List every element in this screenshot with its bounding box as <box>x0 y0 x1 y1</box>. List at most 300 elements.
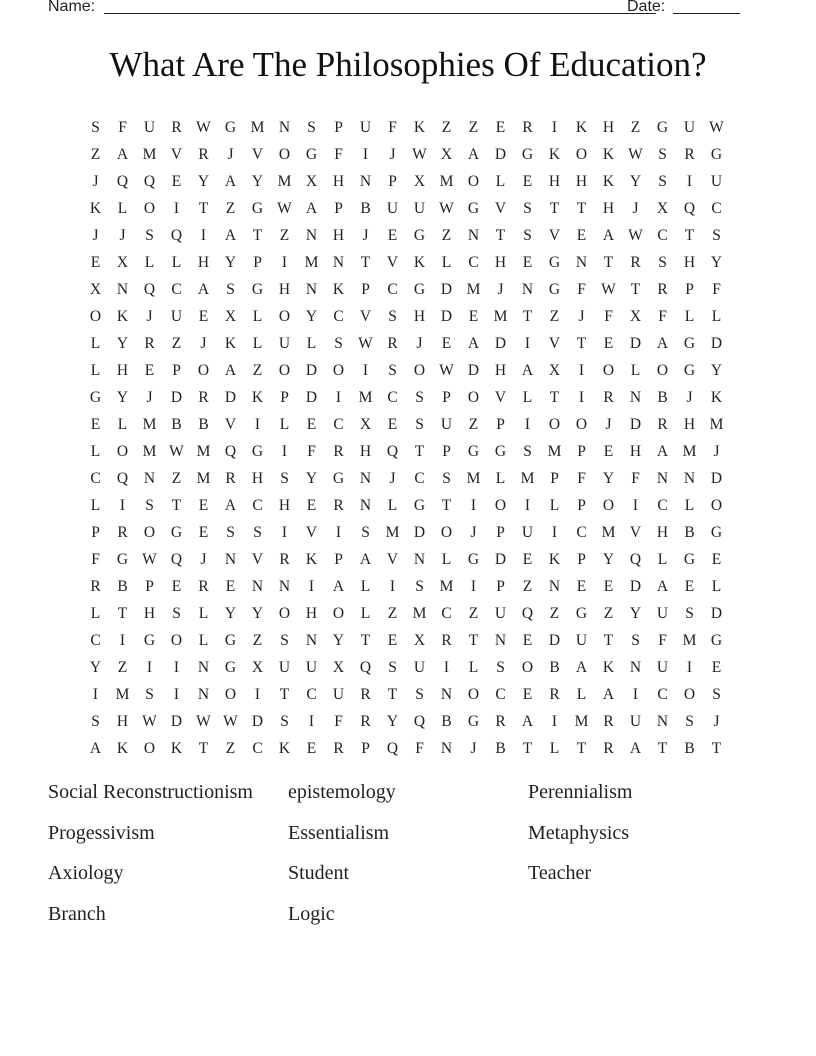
grid-letter: V <box>494 388 507 406</box>
grid-letter: H <box>629 442 642 460</box>
grid-letter: V <box>251 145 264 163</box>
grid-letter: P <box>334 118 343 136</box>
grid-letter: D <box>710 334 723 352</box>
grid-letter: Y <box>251 604 264 622</box>
grid-letter: G <box>467 712 480 730</box>
grid-letter: A <box>224 226 237 244</box>
grid-letter: Z <box>252 631 263 649</box>
grid-letter: G <box>251 442 264 460</box>
grid-letter: I <box>362 145 369 163</box>
grid-letter: D <box>494 550 507 568</box>
grid-letter: P <box>280 388 289 406</box>
grid-letter: L <box>495 469 506 487</box>
grid-letter: H <box>305 604 318 622</box>
grid-letter: A <box>467 145 480 163</box>
grid-letter: I <box>578 388 585 406</box>
grid-letter: N <box>305 280 318 298</box>
grid-letter: T <box>387 685 398 703</box>
page-title: What Are The Philosophies Of Education? <box>109 45 707 84</box>
grid-letter: T <box>198 199 209 217</box>
grid-letter: I <box>551 523 558 541</box>
grid-letter: T <box>576 739 587 757</box>
grid-letter: L <box>252 307 263 325</box>
grid-letter: H <box>575 172 588 190</box>
grid-letter: P <box>91 523 100 541</box>
grid-letter: S <box>388 307 397 325</box>
grid-letter: S <box>631 631 640 649</box>
grid-letter: K <box>575 118 588 136</box>
grid-letter: D <box>170 388 183 406</box>
grid-letter: L <box>90 442 101 460</box>
grid-letter: S <box>388 361 397 379</box>
grid-letter: L <box>90 604 101 622</box>
grid-letter: E <box>171 172 182 190</box>
grid-letter: U <box>521 523 534 541</box>
grid-letter: J <box>497 280 504 298</box>
grid-letter: I <box>551 118 558 136</box>
grid-letter: S <box>523 199 532 217</box>
grid-letter: H <box>143 604 156 622</box>
grid-letter: M <box>709 415 724 433</box>
grid-letter: N <box>683 469 696 487</box>
grid-letter: D <box>413 523 426 541</box>
grid-letter: K <box>548 145 561 163</box>
grid-letter: I <box>578 361 585 379</box>
grid-letter: J <box>200 334 207 352</box>
grid-letter: B <box>198 415 209 433</box>
grid-letter: T <box>522 307 533 325</box>
grid-letter: E <box>90 415 101 433</box>
word-list-item: Teacher <box>528 862 591 885</box>
grid-letter: Z <box>549 307 560 325</box>
grid-letter: S <box>658 145 667 163</box>
grid-letter: Q <box>413 712 426 730</box>
grid-letter: Z <box>252 361 263 379</box>
grid-letter: Z <box>387 604 398 622</box>
grid-letter: R <box>360 685 371 703</box>
grid-letter: I <box>362 361 369 379</box>
grid-letter: K <box>89 199 102 217</box>
grid-letter: R <box>603 739 614 757</box>
grid-letter: P <box>685 280 694 298</box>
grid-letter: M <box>277 172 292 190</box>
grid-letter: L <box>90 361 101 379</box>
grid-letter: U <box>656 604 669 622</box>
grid-letter: A <box>575 658 588 676</box>
grid-letter: T <box>279 685 290 703</box>
grid-letter: P <box>496 577 505 595</box>
grid-letter: N <box>494 631 507 649</box>
grid-letter: G <box>467 442 480 460</box>
word-list <box>48 777 768 940</box>
grid-letter: T <box>684 226 695 244</box>
grid-letter: T <box>657 739 668 757</box>
grid-letter: X <box>89 280 102 298</box>
grid-letter: Y <box>305 307 318 325</box>
grid-letter: O <box>197 361 210 379</box>
grid-letter: L <box>657 550 668 568</box>
grid-letter: E <box>198 496 209 514</box>
grid-letter: H <box>116 712 129 730</box>
grid-letter: K <box>116 307 129 325</box>
grid-letter: S <box>145 226 154 244</box>
grid-letter: I <box>281 442 288 460</box>
grid-letter: E <box>441 334 452 352</box>
grid-letter: S <box>172 604 181 622</box>
grid-letter: P <box>253 253 262 271</box>
grid-letter: R <box>522 118 533 136</box>
grid-letter: G <box>548 253 561 271</box>
grid-letter: E <box>522 685 533 703</box>
grid-letter: U <box>143 118 156 136</box>
grid-letter: R <box>117 523 128 541</box>
grid-letter: V <box>251 550 264 568</box>
grid-letter: E <box>225 577 236 595</box>
grid-letter: A <box>224 172 237 190</box>
grid-letter: I <box>470 577 477 595</box>
grid-letter: Q <box>386 442 399 460</box>
grid-letter: J <box>92 226 99 244</box>
grid-letter: C <box>414 469 425 487</box>
grid-letter: B <box>684 523 695 541</box>
grid-letter: S <box>415 577 424 595</box>
grid-letter: A <box>116 145 129 163</box>
grid-letter: J <box>200 550 207 568</box>
grid-letter: S <box>496 658 505 676</box>
letter-grid <box>82 114 730 762</box>
grid-letter: M <box>439 172 454 190</box>
grid-letter: R <box>441 631 452 649</box>
grid-letter: K <box>332 280 345 298</box>
grid-letter: J <box>146 307 153 325</box>
grid-letter: K <box>278 739 291 757</box>
grid-letter: W <box>142 712 157 730</box>
grid-letter: B <box>441 712 452 730</box>
grid-letter: W <box>142 550 157 568</box>
grid-letter: Q <box>143 280 156 298</box>
grid-letter: W <box>196 118 211 136</box>
grid-letter: Y <box>224 604 237 622</box>
grid-letter: W <box>412 145 427 163</box>
grid-letter: Q <box>521 604 534 622</box>
grid-letter: S <box>334 334 343 352</box>
grid-letter: O <box>143 739 156 757</box>
grid-letter: F <box>334 145 343 163</box>
grid-letter: N <box>332 253 345 271</box>
grid-letter: T <box>441 496 452 514</box>
grid-letter: H <box>683 253 696 271</box>
grid-letter: O <box>278 604 291 622</box>
grid-letter: F <box>631 469 640 487</box>
grid-letter: D <box>548 631 561 649</box>
grid-letter: G <box>89 388 102 406</box>
grid-letter: Y <box>332 631 345 649</box>
grid-letter: G <box>710 631 723 649</box>
grid-letter: C <box>711 199 722 217</box>
grid-letter: U <box>440 415 453 433</box>
grid-letter: M <box>304 253 319 271</box>
grid-letter: A <box>224 361 237 379</box>
grid-letter: O <box>494 496 507 514</box>
grid-letter: F <box>577 469 586 487</box>
grid-letter: M <box>601 523 616 541</box>
grid-letter: N <box>656 469 669 487</box>
grid-letter: N <box>656 712 669 730</box>
grid-letter: O <box>224 685 237 703</box>
grid-letter: G <box>710 523 723 541</box>
grid-letter: M <box>115 685 130 703</box>
grid-letter: B <box>117 577 128 595</box>
grid-letter: G <box>575 604 588 622</box>
grid-letter: V <box>224 415 237 433</box>
grid-letter: C <box>576 523 587 541</box>
grid-letter: C <box>306 685 317 703</box>
grid-letter: M <box>250 118 265 136</box>
grid-letter: I <box>281 523 288 541</box>
grid-letter: V <box>305 523 318 541</box>
grid-letter: O <box>440 523 453 541</box>
grid-letter: U <box>386 199 399 217</box>
grid-letter: C <box>333 415 344 433</box>
grid-letter: N <box>197 685 210 703</box>
grid-letter: G <box>710 145 723 163</box>
word-list-item: Branch <box>48 903 106 926</box>
grid-letter: P <box>442 388 451 406</box>
grid-letter: E <box>198 307 209 325</box>
grid-letter: M <box>142 145 157 163</box>
grid-letter: E <box>306 415 317 433</box>
grid-letter: L <box>90 496 101 514</box>
grid-letter: A <box>332 577 345 595</box>
grid-letter: M <box>493 307 508 325</box>
grid-letter: R <box>171 118 182 136</box>
grid-letter: O <box>467 172 480 190</box>
grid-letter: S <box>145 496 154 514</box>
grid-letter: I <box>308 712 315 730</box>
grid-letter: N <box>116 280 129 298</box>
grid-letter: T <box>252 226 263 244</box>
grid-letter: D <box>305 388 318 406</box>
grid-letter: I <box>335 388 342 406</box>
grid-letter: S <box>145 685 154 703</box>
grid-letter: X <box>332 658 345 676</box>
grid-letter: G <box>413 226 426 244</box>
grid-letter: O <box>413 361 426 379</box>
grid-letter: D <box>440 280 453 298</box>
header-row <box>48 0 740 20</box>
grid-letter: G <box>683 334 696 352</box>
grid-letter: J <box>713 442 720 460</box>
grid-letter: Y <box>629 604 642 622</box>
grid-letter: S <box>415 388 424 406</box>
grid-letter: M <box>142 442 157 460</box>
grid-letter: O <box>278 361 291 379</box>
grid-letter: P <box>577 550 586 568</box>
grid-letter: H <box>494 253 507 271</box>
grid-letter: Z <box>468 118 479 136</box>
grid-letter: S <box>523 442 532 460</box>
grid-letter: H <box>683 415 696 433</box>
grid-letter: C <box>90 631 101 649</box>
grid-letter: S <box>523 226 532 244</box>
grid-letter: I <box>173 199 180 217</box>
grid-letter: J <box>578 307 585 325</box>
grid-letter: F <box>658 307 667 325</box>
grid-letter: Z <box>90 145 101 163</box>
grid-letter: D <box>440 307 453 325</box>
grid-letter: I <box>254 415 261 433</box>
grid-letter: O <box>143 199 156 217</box>
grid-letter: H <box>332 172 345 190</box>
grid-letter: E <box>387 415 398 433</box>
grid-letter: I <box>524 496 531 514</box>
word-list-item: Student <box>288 862 350 885</box>
name-label: Name: <box>48 0 96 15</box>
grid-letter: L <box>198 604 209 622</box>
grid-letter: V <box>548 334 561 352</box>
grid-letter: X <box>548 361 561 379</box>
grid-letter: O <box>575 415 588 433</box>
word-list-item: Progessivism <box>48 821 155 844</box>
grid-letter: N <box>548 577 561 595</box>
grid-letter: X <box>224 307 237 325</box>
grid-letter: T <box>360 631 371 649</box>
grid-letter: Y <box>116 388 129 406</box>
grid-letter: J <box>470 739 477 757</box>
grid-letter: L <box>171 253 182 271</box>
grid-letter: Z <box>279 226 290 244</box>
grid-letter: G <box>656 118 669 136</box>
grid-letter: L <box>711 307 722 325</box>
grid-letter: G <box>413 280 426 298</box>
grid-letter: M <box>574 712 589 730</box>
grid-letter: H <box>278 496 291 514</box>
grid-letter: F <box>91 550 100 568</box>
grid-letter: A <box>224 496 237 514</box>
grid-letter: X <box>359 415 372 433</box>
grid-letter: M <box>466 280 481 298</box>
grid-letter: I <box>173 658 180 676</box>
grid-letter: N <box>359 496 372 514</box>
grid-letter: I <box>119 496 126 514</box>
name-write-line <box>104 13 656 14</box>
grid-letter: U <box>359 118 372 136</box>
grid-letter: C <box>657 496 668 514</box>
grid-letter: Z <box>630 118 641 136</box>
grid-letter: S <box>91 712 100 730</box>
grid-letter: N <box>197 658 210 676</box>
grid-letter: E <box>468 307 479 325</box>
grid-letter: A <box>521 361 534 379</box>
grid-letter: P <box>334 550 343 568</box>
grid-letter: Y <box>89 658 102 676</box>
grid-letter: J <box>416 334 423 352</box>
grid-letter: Z <box>171 334 182 352</box>
date-label: Date: <box>627 0 666 15</box>
grid-letter: V <box>170 145 183 163</box>
grid-letter: N <box>467 226 480 244</box>
grid-letter: K <box>170 739 183 757</box>
grid-letter: R <box>684 145 695 163</box>
grid-letter: H <box>116 361 129 379</box>
grid-letter: Y <box>710 253 723 271</box>
grid-letter: O <box>89 307 102 325</box>
grid-letter: Q <box>359 658 372 676</box>
grid-letter: Q <box>386 739 399 757</box>
grid-letter: L <box>198 631 209 649</box>
grid-letter: H <box>494 361 507 379</box>
grid-letter: A <box>656 334 669 352</box>
grid-letter: K <box>413 253 426 271</box>
grid-letter: K <box>602 172 615 190</box>
grid-letter: F <box>604 307 613 325</box>
grid-letter: R <box>603 388 614 406</box>
grid-letter: D <box>710 469 723 487</box>
grid-letter: R <box>387 334 398 352</box>
grid-letter: N <box>224 550 237 568</box>
grid-letter: V <box>494 199 507 217</box>
grid-letter: Z <box>549 604 560 622</box>
grid-letter: T <box>549 199 560 217</box>
grid-letter: D <box>251 712 264 730</box>
grid-letter: L <box>252 334 263 352</box>
grid-letter: O <box>332 361 345 379</box>
grid-letter: S <box>280 712 289 730</box>
grid-letter: W <box>439 361 454 379</box>
grid-letter: I <box>308 577 315 595</box>
grid-letter: G <box>224 631 237 649</box>
grid-letter: R <box>603 712 614 730</box>
grid-letter: C <box>171 280 182 298</box>
grid-letter: L <box>522 388 533 406</box>
word-list-item: epistemology <box>288 781 396 803</box>
word-list-item: Metaphysics <box>528 821 630 844</box>
grid-letter: G <box>224 118 237 136</box>
grid-letter: I <box>686 658 693 676</box>
grid-letter: Z <box>225 199 236 217</box>
grid-letter: J <box>92 172 99 190</box>
grid-letter: Q <box>683 199 696 217</box>
grid-letter: L <box>117 415 128 433</box>
grid-letter: S <box>307 118 316 136</box>
grid-letter: R <box>495 712 506 730</box>
grid-letter: U <box>170 307 183 325</box>
grid-letter: E <box>495 118 506 136</box>
grid-letter: V <box>386 253 399 271</box>
grid-letter: E <box>603 334 614 352</box>
grid-letter: Q <box>629 550 642 568</box>
grid-letter: C <box>252 496 263 514</box>
grid-letter: F <box>307 442 316 460</box>
grid-letter: K <box>602 658 615 676</box>
grid-letter: G <box>467 199 480 217</box>
grid-letter: I <box>200 226 207 244</box>
grid-letter: M <box>142 415 157 433</box>
grid-letter: F <box>577 280 586 298</box>
grid-letter: X <box>413 172 426 190</box>
word-list-item: Essentialism <box>288 821 390 844</box>
grid-letter: X <box>251 658 264 676</box>
grid-letter: K <box>710 388 723 406</box>
grid-letter: M <box>439 577 454 595</box>
grid-letter: T <box>630 280 641 298</box>
grid-letter: Y <box>224 253 237 271</box>
grid-letter: A <box>467 334 480 352</box>
grid-letter: T <box>198 739 209 757</box>
grid-letter: C <box>387 280 398 298</box>
grid-letter: M <box>385 523 400 541</box>
grid-letter: Z <box>441 118 452 136</box>
